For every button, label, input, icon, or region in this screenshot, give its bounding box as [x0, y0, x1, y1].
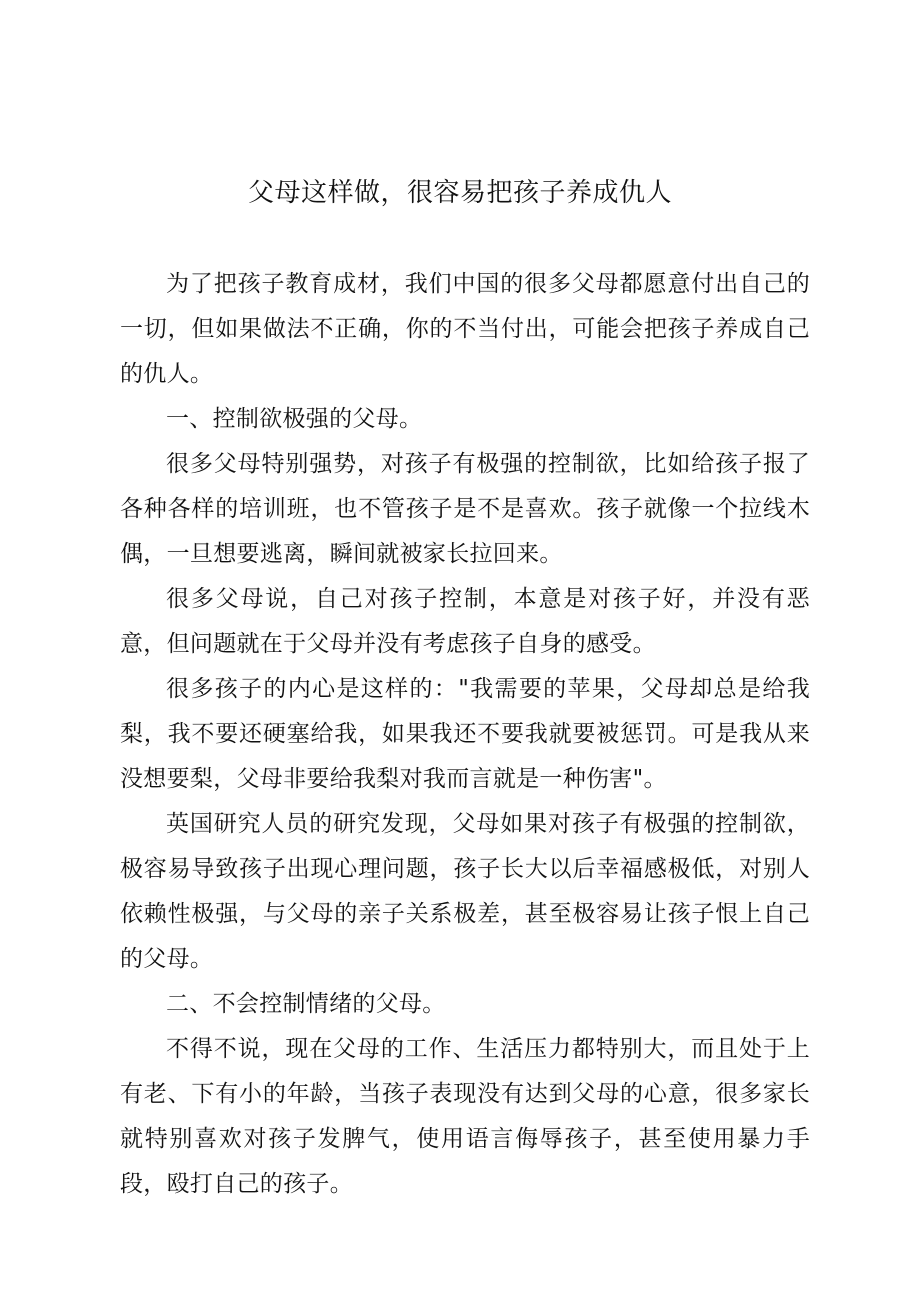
document-body	[120, 262, 810, 1207]
paragraph: 很多父母说，自己对孩子控制，本意是对孩子好，并没有恶意，但问题就在于父母并没有考虑孩子自身的感受。	[120, 586, 810, 657]
paragraph-intro: 为了把孩子教育成材，我们中国的很多父母都愿意付出自己的一切，但如果做法不正确，你的不当付出，可能会把孩子养成自己的仇人。	[120, 271, 810, 387]
document-title: 父母这样做，很容易把孩子养成仇人	[247, 178, 672, 208]
paragraph-quote: 很多孩子的内心是这样的："我需要的苹果，父母却总是给我梨，我不要还硬塞给我，如果我还不要我就要被惩罚。可是我从来没想要梨，父母非要给我梨对我而言就是一种伤害"。	[120, 676, 810, 792]
section-heading-1: 一、控制欲极强的父母。	[166, 406, 423, 432]
paragraph: 很多父母特别强势，对孩子有极强的控制欲，比如给孩子报了各种各样的培训班，也不管孩子是不是喜欢。孩子就像一个拉线木偶，一旦想要逃离，瞬间就被家长拉回来。	[120, 451, 810, 567]
paragraph: 不得不说，现在父母的工作、生活压力都特别大，而且处于上有老、下有小的年龄，当孩子表现没有达到父母的心意，很多家长就特别喜欢对孩子发脾气，使用语言侮辱孩子，甚至使用暴力手段，殴打自己的孩子。	[120, 1036, 810, 1197]
paragraph: 英国研究人员的研究发现，父母如果对孩子有极强的控制欲，极容易导致孩子出现心理问题，孩子长大以后幸福感极低，对别人依赖性极强，与父母的亲子关系极差，甚至极容易让孩子恨上自己的父母。	[120, 811, 810, 972]
section-heading-2: 二、不会控制情绪的父母。	[166, 991, 446, 1017]
